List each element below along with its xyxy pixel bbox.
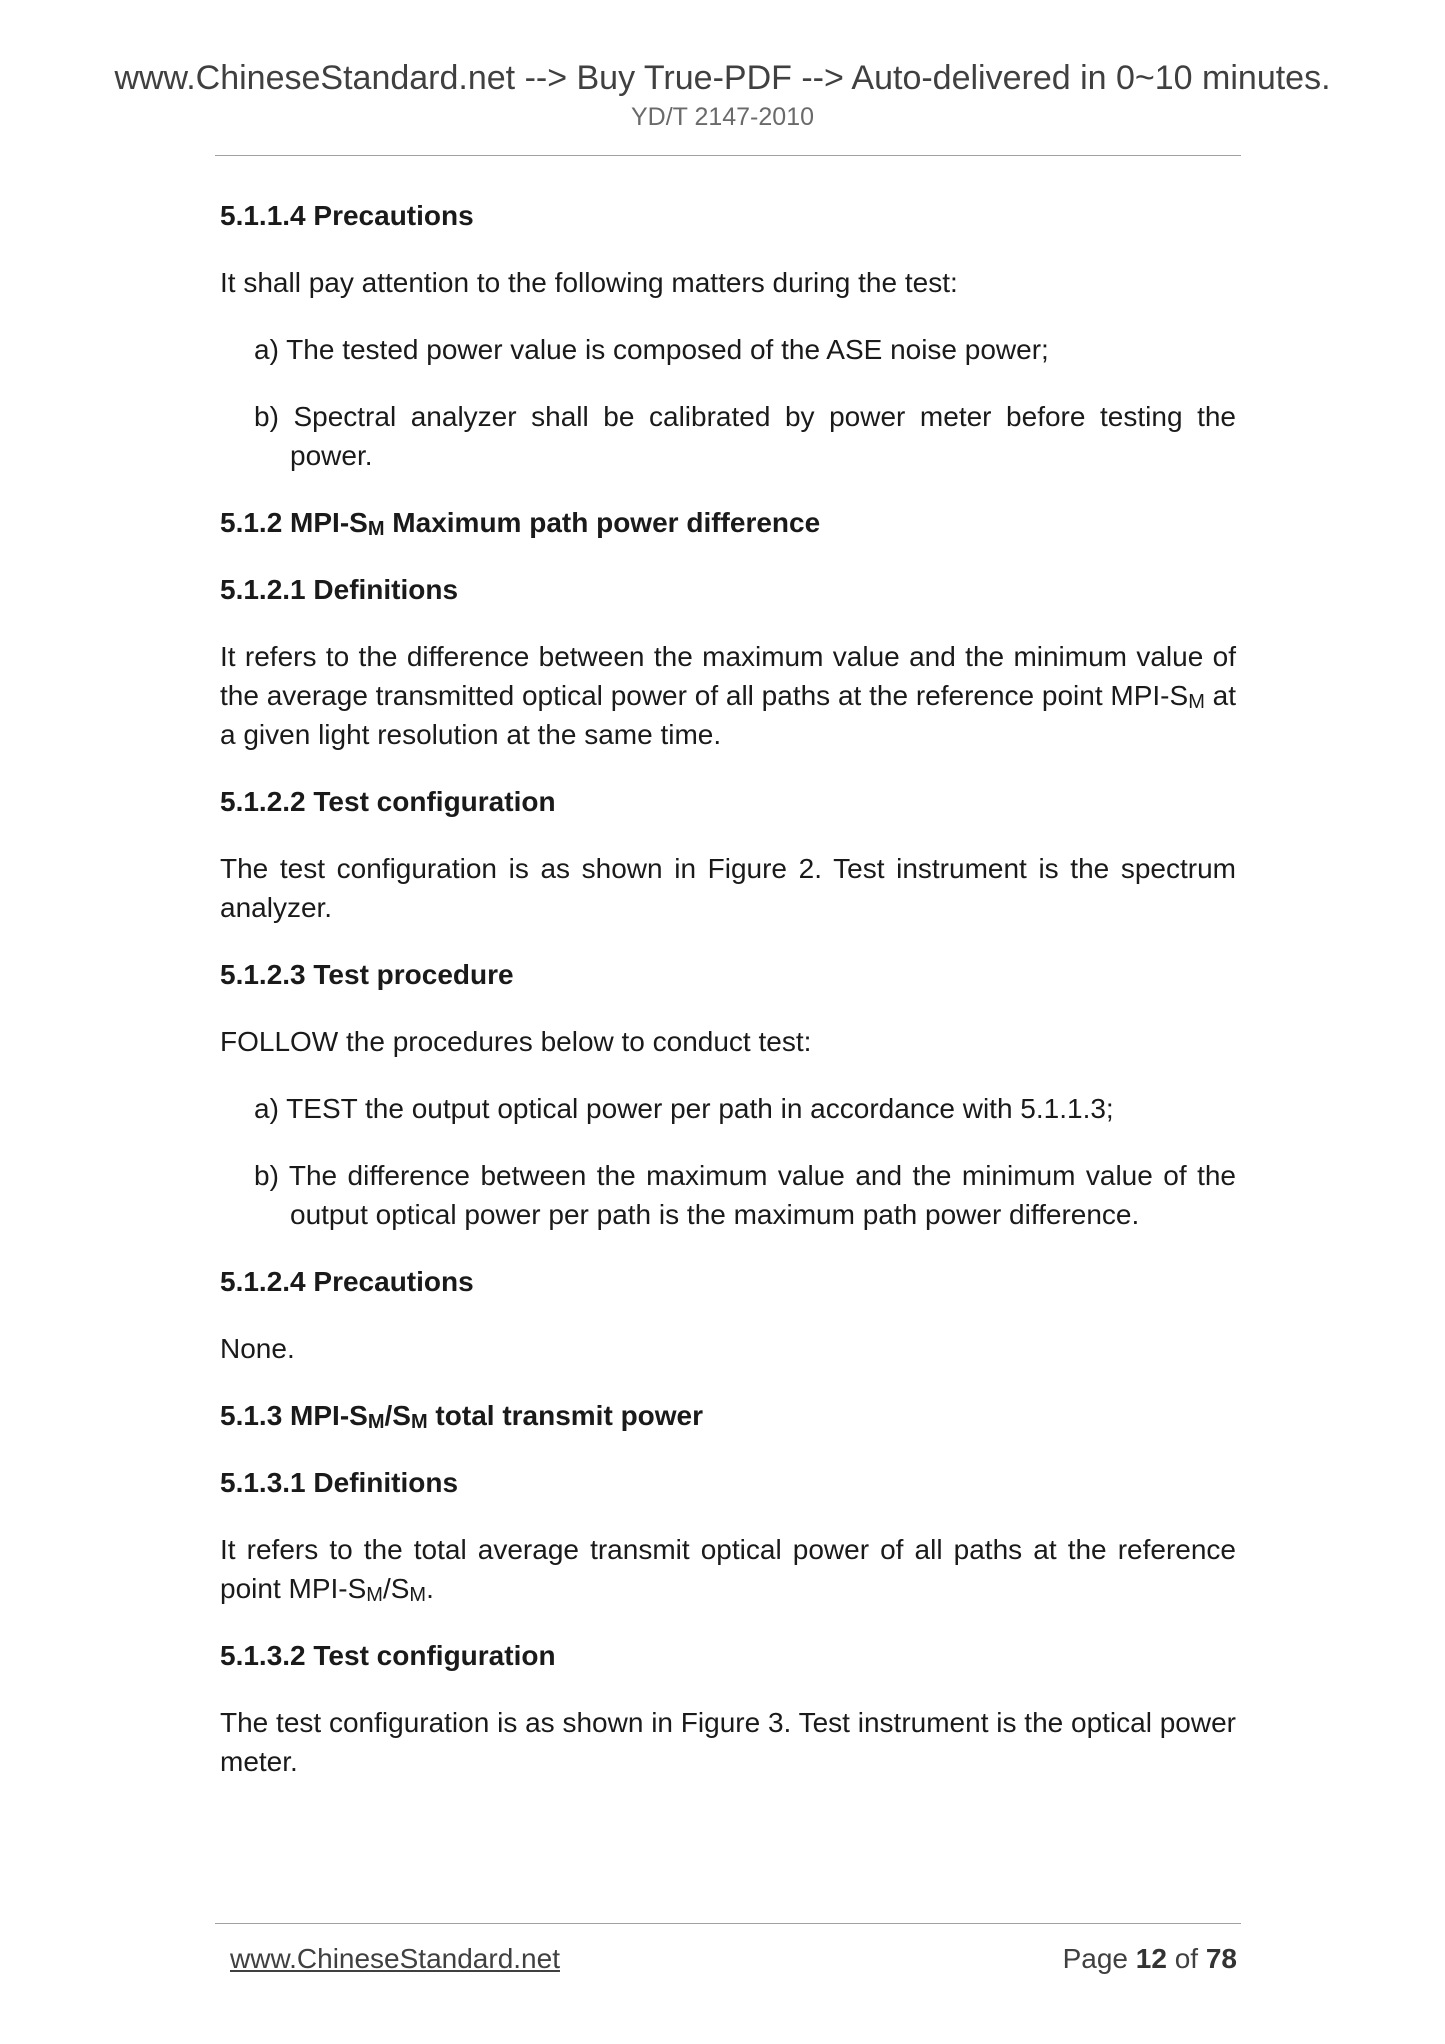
heading-5-1-2-3: 5.1.2.3 Test procedure <box>220 959 514 990</box>
document-id: YD/T 2147-2010 <box>631 103 814 131</box>
heading-5-1-2 <box>220 503 1236 542</box>
paragraph-5-1-2-1-post: at a given light resolution at the same time. <box>220 680 1236 750</box>
footer-site-link[interactable]: www.ChineseStandard.net <box>230 1943 560 1974</box>
footer-divider <box>215 1923 1241 1924</box>
heading-5-1-3-subscript-1: M <box>367 1411 385 1433</box>
paragraph-5-1-2-1 <box>220 637 1236 754</box>
page-separator: of <box>1166 1943 1206 1974</box>
page-current: 12 <box>1135 1943 1167 1974</box>
heading-5-1-2-1: 5.1.2.1 Definitions <box>220 574 459 605</box>
header-divider <box>215 155 1241 156</box>
list-item-5-1-2-3-a: a) TEST the output optical power per path in accordance with 5.1.1.3; <box>254 1093 1114 1124</box>
heading-5-1-3 <box>220 1396 1236 1435</box>
list-item-5-1-1-4-b: b) Spectral analyzer shall be calibrated by power meter before testing the power. <box>254 401 1236 471</box>
heading-5-1-3-pre: 5.1.3 MPI-S <box>220 1400 368 1431</box>
heading-5-1-2-pre: 5.1.2 MPI-S <box>220 507 368 538</box>
paragraph-5-1-3-2: The test configuration is as shown in Figure 3. Test instrument is the optical power meter. <box>220 1707 1236 1777</box>
paragraph-5-1-3-1-pre: It refers to the total average transmit optical power of all paths at the reference point MPI-S <box>220 1534 1236 1604</box>
page-number <box>1063 1942 1237 1976</box>
heading-5-1-2-2: 5.1.2.2 Test configuration <box>220 786 556 817</box>
heading-5-1-1-4: 5.1.1.4 Precautions <box>220 200 474 231</box>
paragraph-5-1-3-1-mid: /S <box>382 1573 410 1604</box>
heading-5-1-3-1: 5.1.3.1 Definitions <box>220 1467 459 1498</box>
heading-5-1-2-4: 5.1.2.4 Precautions <box>220 1266 474 1297</box>
list-item-5-1-2-3-b: b) The difference between the maximum value and the minimum value of the output optical power per path is the maximum path power difference. <box>254 1160 1236 1230</box>
heading-5-1-3-subscript-2: M <box>410 1411 428 1433</box>
paragraph-5-1-2-4: None. <box>220 1333 295 1364</box>
paragraph-5-1-2-2: The test configuration is as shown in Figure 2. Test instrument is the spectrum analyzer. <box>220 853 1236 923</box>
paragraph-5-1-2-3-intro: FOLLOW the procedures below to conduct test: <box>220 1026 812 1057</box>
paragraph-5-1-2-1-pre: It refers to the difference between the maximum value and the minimum value of the average transmitted optical power of all paths at the reference point MPI-S <box>220 641 1236 711</box>
paragraph-5-1-3-1 <box>220 1530 1236 1608</box>
heading-5-1-2-post: Maximum path power difference <box>384 507 821 538</box>
heading-5-1-3-post: total transmit power <box>427 1400 704 1431</box>
heading-5-1-2-subscript: M <box>367 518 385 540</box>
heading-5-1-3-mid: /S <box>384 1400 411 1431</box>
page-total: 78 <box>1205 1943 1237 1974</box>
paragraph-5-1-3-1-subscript-2: M <box>409 1584 427 1606</box>
header-banner: www.ChineseStandard.net --> Buy True-PDF --> Auto-delivered in 0~10 minutes. <box>114 59 1331 97</box>
paragraph-5-1-3-1-subscript-1: M <box>366 1584 383 1606</box>
paragraph-5-1-2-1-subscript: M <box>1188 691 1205 713</box>
paragraph-5-1-1-4-intro: It shall pay attention to the following matters during the test: <box>220 267 958 298</box>
paragraph-5-1-3-1-post: . <box>426 1573 434 1604</box>
page-label: Page <box>1062 1943 1136 1974</box>
list-item-5-1-1-4-a: a) The tested power value is composed of the ASE noise power; <box>254 334 1049 365</box>
heading-5-1-3-2: 5.1.3.2 Test configuration <box>220 1640 556 1671</box>
page-body <box>220 196 1236 1809</box>
